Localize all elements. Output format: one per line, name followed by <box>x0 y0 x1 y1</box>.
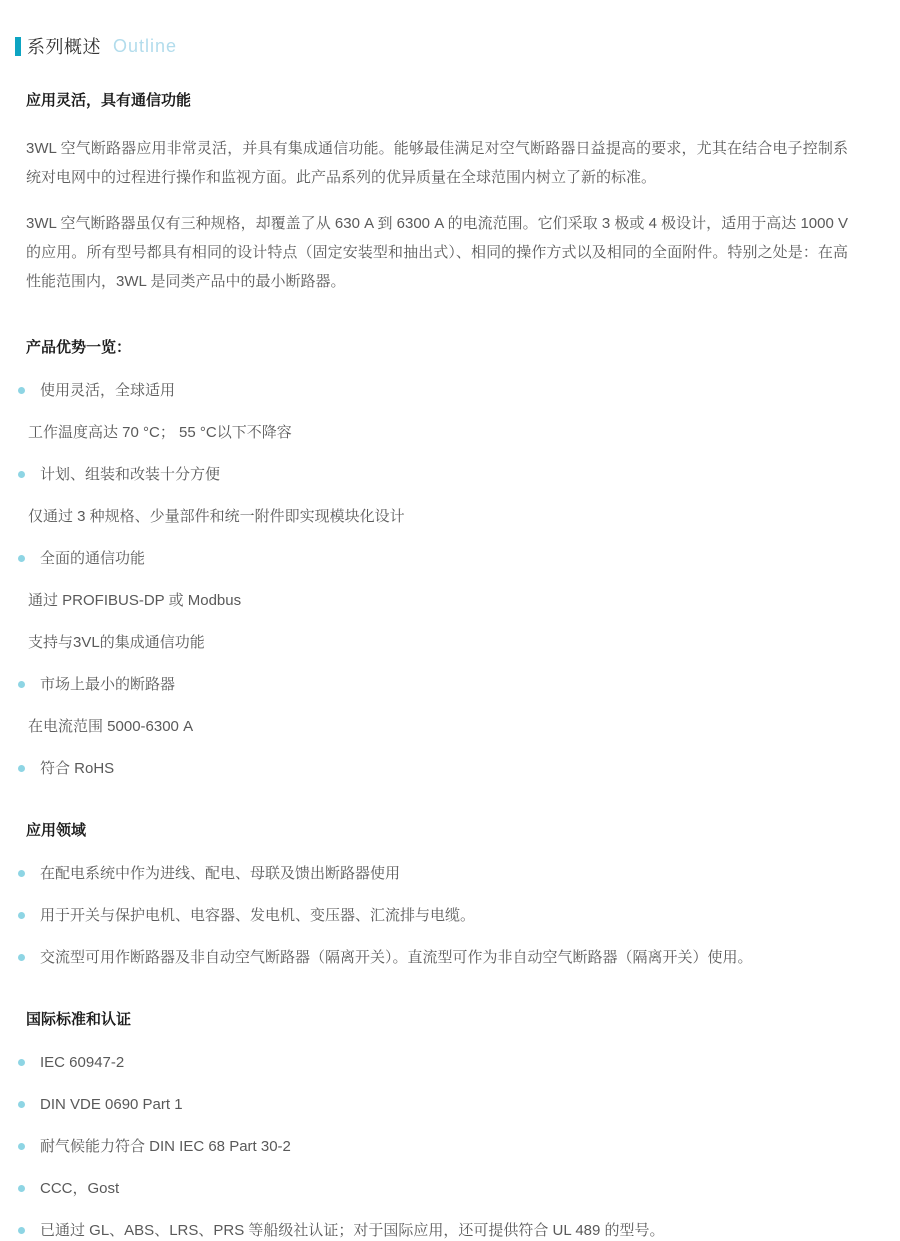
list-item-label: 在配电系统中作为进线、配电、母联及馈出断路器使用 <box>40 865 401 882</box>
list-item-label: 符合 RoHS <box>40 760 115 777</box>
list-item <box>26 864 848 884</box>
list-item-label: 通过 PROFIBUS-DP 或 Modbus <box>28 592 242 609</box>
section-heading: 国际标准和认证 <box>26 1011 132 1028</box>
list-item <box>26 465 848 485</box>
list-item <box>26 948 848 968</box>
bullet-icon <box>18 912 25 919</box>
list-item-label: 用于开关与保护电机、电容器、发电机、变压器、汇流排与电缆。 <box>40 907 476 924</box>
section-applications <box>26 819 848 968</box>
list-item <box>26 1095 848 1115</box>
list-item-label: IEC 60947-2 <box>40 1054 125 1071</box>
list-item-label: 仅通过 3 种规格、少量部件和统一附件即实现模块化设计 <box>28 508 405 525</box>
list-subitem <box>26 507 848 527</box>
bullet-icon <box>18 870 25 877</box>
section-standards <box>26 1008 848 1241</box>
list-item-label: 耐气候能力符合 DIN IEC 68 Part 30-2 <box>40 1138 291 1155</box>
list-item <box>26 381 848 401</box>
list-subitem <box>26 633 848 653</box>
accent-bar <box>15 37 21 56</box>
list-item <box>26 1179 848 1199</box>
list-item <box>26 1221 848 1241</box>
list-item-label: 使用灵活，全球适用 <box>40 382 176 399</box>
list-subitem <box>26 717 848 737</box>
list-item-label: 计划、组装和改装十分方便 <box>40 466 221 483</box>
bullet-icon <box>18 471 25 478</box>
list-item <box>26 675 848 695</box>
bullet-icon <box>18 954 25 961</box>
page-title-en: Outline <box>113 35 178 56</box>
list-item-label: 全面的通信功能 <box>40 550 146 567</box>
list-item <box>26 1053 848 1073</box>
bullet-icon <box>18 1101 25 1108</box>
bullet-icon <box>18 681 25 688</box>
list-item <box>26 759 848 779</box>
bullet-icon <box>18 1185 25 1192</box>
list-item-label: 已通过 GL、ABS、LRS、PRS 等船级社认证；对于国际应用，还可提供符合 UL 489 的型号。 <box>40 1222 665 1239</box>
bullet-icon <box>18 387 25 394</box>
list-item <box>26 1137 848 1157</box>
list-item-label: 市场上最小的断路器 <box>40 676 176 693</box>
paragraph: 3WL 空气断路器应用非常灵活，并具有集成通信功能。能够最佳满足对空气断路器日益提高的要求，尤其在结合电子控制系统对电网中的过程进行操作和监视方面。此产品系列的优异质量在全球范围内树立了新的标准。 <box>26 140 848 186</box>
list-item <box>26 906 848 926</box>
bullet-icon <box>18 765 25 772</box>
list-item-label: 工作温度高达 70 °C； 55 °C以下不降容 <box>28 424 292 441</box>
section-advantages <box>26 336 848 779</box>
bullet-icon <box>18 1227 25 1234</box>
list-item-label: 支持与3VL的集成通信功能 <box>28 634 205 651</box>
bullet-icon <box>18 1059 25 1066</box>
list-subitem <box>26 591 848 611</box>
list-item <box>26 549 848 569</box>
list-item-label: 交流型可用作断路器及非自动空气断路器（隔离开关）。直流型可作为非自动空气断路器（隔离开关）使用。 <box>40 949 753 966</box>
section-heading: 产品优势一览： <box>26 339 132 356</box>
page-title <box>15 33 848 59</box>
section-overview <box>26 89 848 296</box>
paragraph: 3WL 空气断路器虽仅有三种规格，却覆盖了从 630 A 到 6300 A 的电流范围。它们采取 3 极或 4 极设计，适用于高达 1000 V 的应用。所有型号都具有相同的设计特点（固定安装型和抽出式）、相同的操作方式以及相同的全面附件。特别之处是：在高性能范围内，3WL 是同类产品中的最小断路器。 <box>26 215 848 290</box>
section-heading: 应用领域 <box>26 822 87 839</box>
list-subitem <box>26 423 848 443</box>
list-item-label: 在电流范围 5000-6300 A <box>28 718 194 735</box>
page-title-zh: 系列概述 <box>27 37 101 57</box>
section-heading: 应用灵活，具有通信功能 <box>26 92 192 109</box>
bullet-icon <box>18 1143 25 1150</box>
list-item-label: DIN VDE 0690 Part 1 <box>40 1096 183 1113</box>
bullet-icon <box>18 555 25 562</box>
list-item-label: CCC，Gost <box>40 1180 120 1197</box>
